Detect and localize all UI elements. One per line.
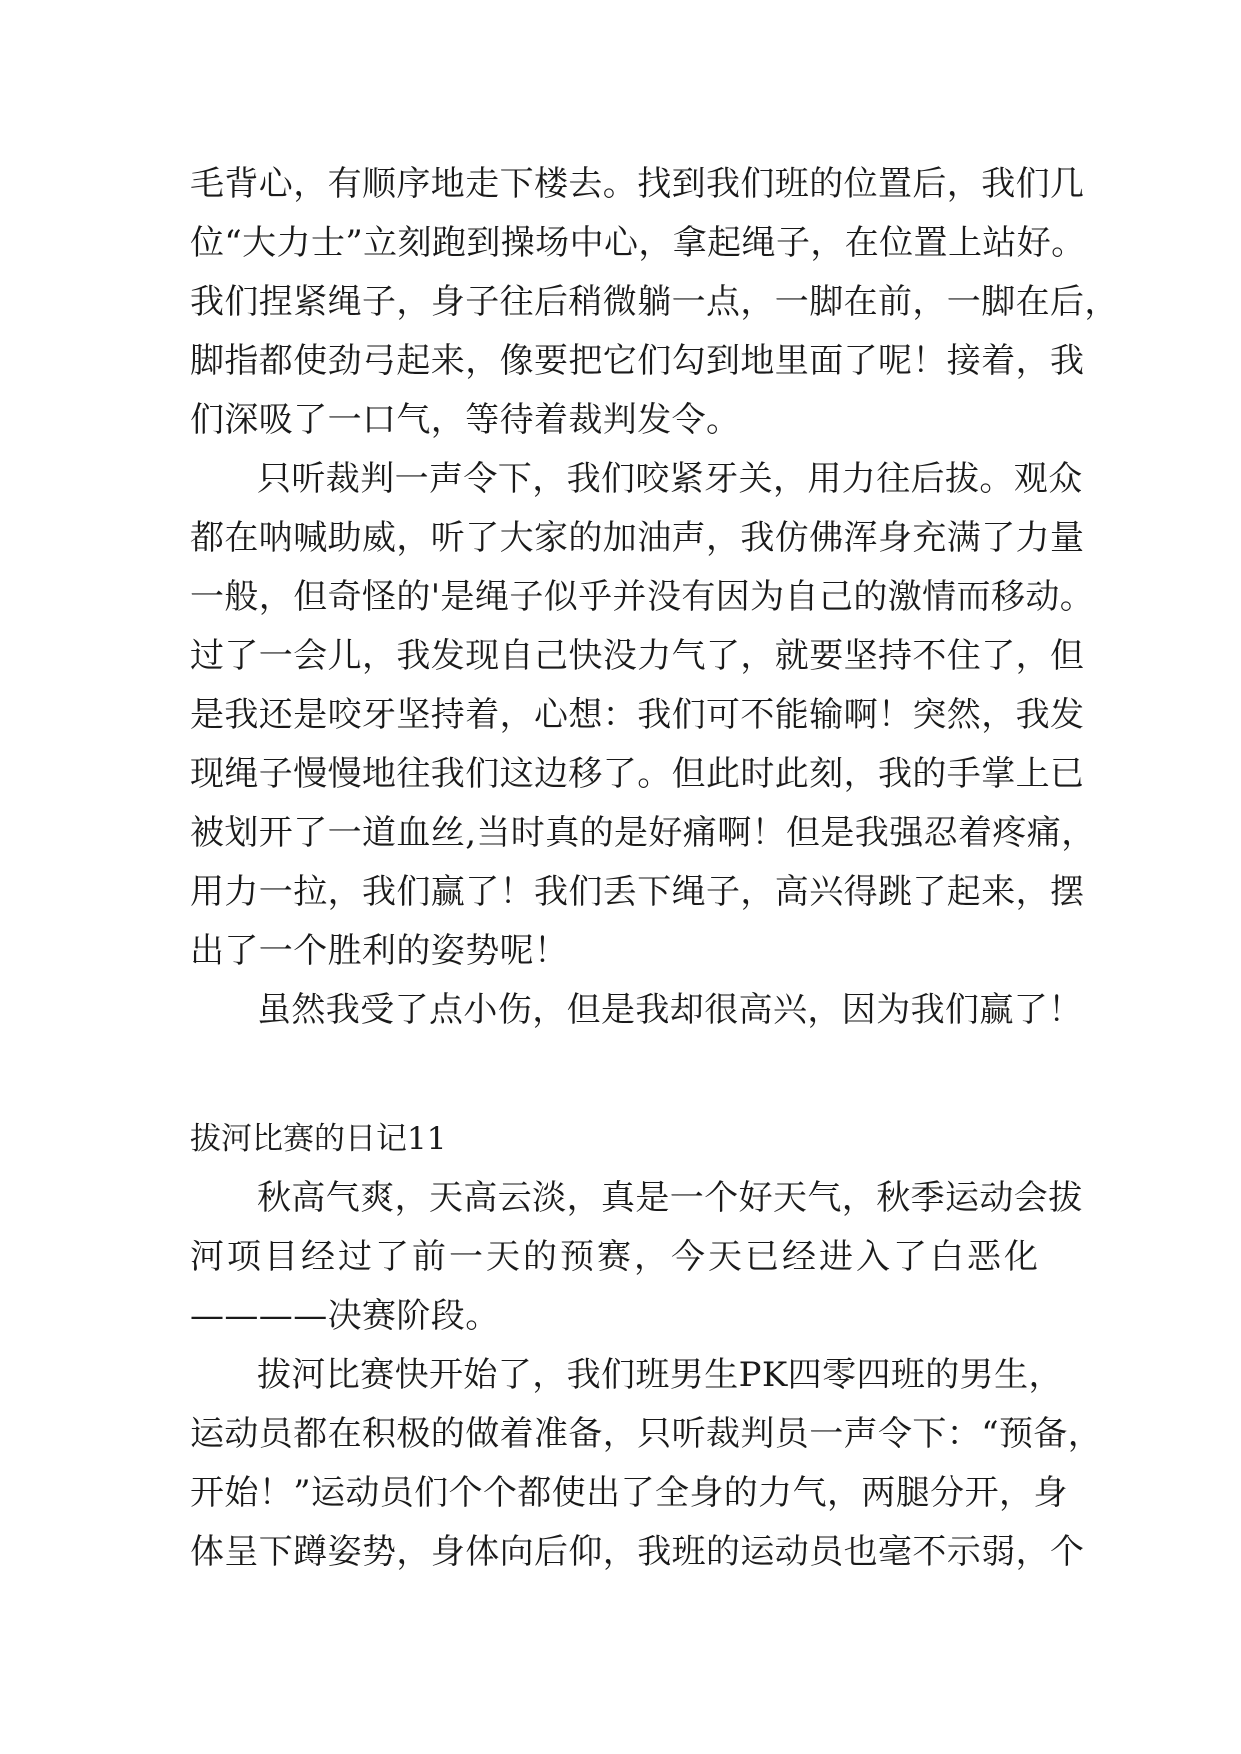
text-line: 是我还是咬牙坚持着，心想：我们可不能输啊！突然，我发 — [190, 695, 1085, 735]
text-line: 用力一拉，我们赢了！我们丢下绳子，高兴得跳了起来，摆 — [190, 872, 1085, 912]
text-line: 被划开了一道血丝,当时真的是好痛啊！但是我强忍着疼痛， — [190, 813, 1096, 853]
text-line: 过了一会儿，我发现自己快没力气了，就要坚持不住了，但 — [190, 636, 1085, 676]
text-line: 开始！”运动员们个个都使出了全身的力气，两腿分开，身 — [190, 1473, 1068, 1513]
text-line: 我们捏紧绳子，身子往后稍微躺一点，一脚在前，一脚在后， — [190, 282, 1119, 322]
text-line: 们深吸了一口气，等待着裁判发令。 — [190, 400, 741, 440]
text-line: 毛背心，有顺序地走下楼去。找到我们班的位置后，我们几 — [190, 164, 1085, 204]
text-line: 虽然我受了点小伤，但是我却很高兴，因为我们赢了！ — [257, 990, 1083, 1030]
text-line: 脚指都使劲弓起来，像要把它们勾到地里面了呢！接着，我 — [190, 341, 1085, 381]
text-line: 运动员都在积极的做着准备，只听裁判员一声令下：“预备， — [190, 1414, 1103, 1454]
text-line: 都在呐喊助威，听了大家的加油声，我仿佛浑身充满了力量 — [190, 518, 1085, 558]
text-line: 河项目经过了前一天的预赛，今天已经进入了白恶化 — [190, 1237, 1041, 1277]
document-body — [190, 155, 1119, 1582]
text-line: 体呈下蹲姿势，身体向后仰，我班的运动员也毫不示弱，个 — [190, 1532, 1085, 1572]
text-line: 只听裁判一声令下，我们咬紧牙关，用力往后拔。观众 — [257, 459, 1083, 499]
section-title: 拔河比赛的日记11 — [190, 1121, 447, 1157]
section-gap — [190, 1040, 1090, 1110]
text-line: 秋高气爽，天高云淡，真是一个好天气，秋季运动会拔 — [257, 1178, 1083, 1218]
text-line: 拔河比赛快开始了，我们班男生PK四零四班的男生， — [257, 1355, 1063, 1395]
text-line: 出了一个胜利的姿势呢！ — [190, 931, 569, 971]
text-line: 一般，但奇怪的'是绳子似乎并没有因为自己的激情而移动。 — [190, 577, 1095, 617]
text-line: 现绳子慢慢地往我们这边移了。但此时此刻，我的手掌上已 — [190, 754, 1085, 794]
text-line: 位“大力士”立刻跑到操场中心，拿起绳子，在位置上站好。 — [190, 223, 1086, 263]
text-line: ————决赛阶段。 — [190, 1296, 500, 1336]
